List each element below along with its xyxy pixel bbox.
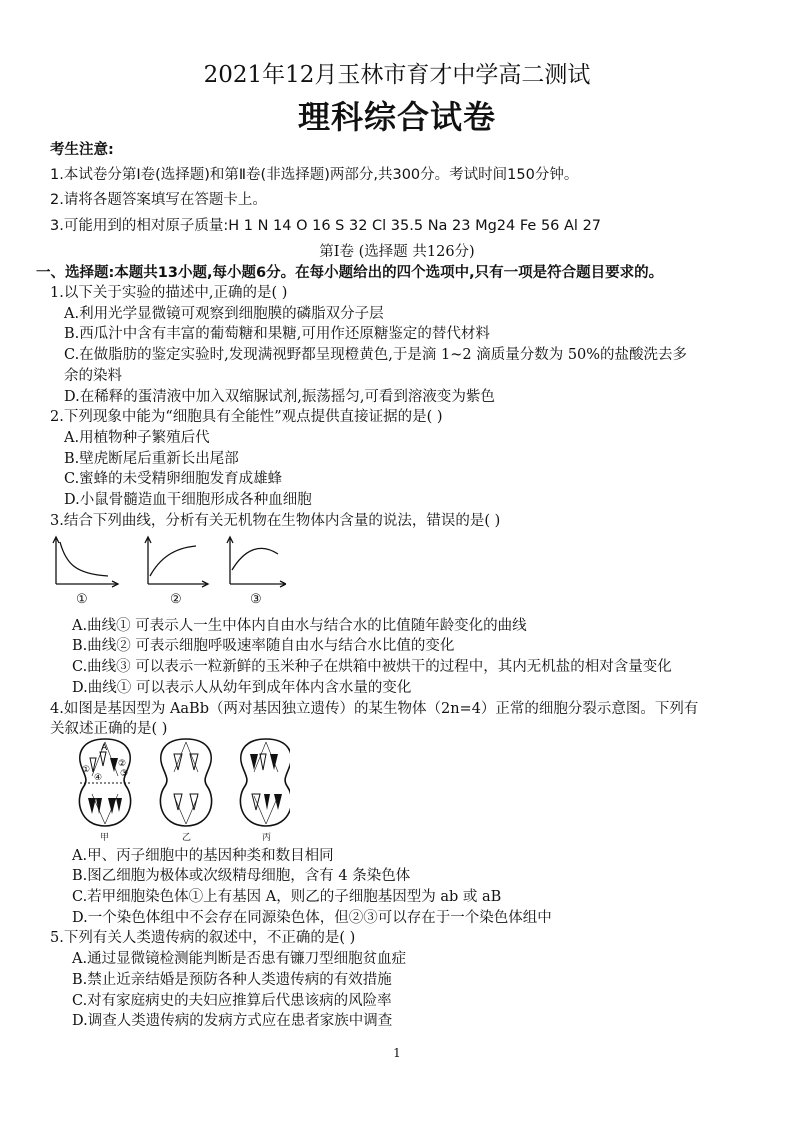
curve-label-2: ② bbox=[170, 592, 182, 607]
question-3-option-a: A.曲线① 可表示人一生中体内自由水与结合水的比值随年龄变化的曲线 bbox=[72, 618, 527, 634]
chromosome-mark-1: ① bbox=[82, 765, 91, 775]
question-1-option-c-cont: 余的染料 bbox=[64, 368, 122, 384]
chromosome-mark-4: ④ bbox=[94, 773, 103, 783]
gene-mark-a: A bbox=[101, 743, 108, 753]
question-4-stem: 4.如图是基因型为 AaBb（两对基因独立遗传）的某生物体（2n=4）正常的细胞分裂示意图。下列有 bbox=[50, 701, 699, 717]
question-3-option-d: D.曲线① 可以表示人从幼年到成年体内含水量的变化 bbox=[72, 680, 412, 696]
notice-item-3: 3.可能用到的相对原子质量:H 1 N 14 O 16 S 32 Cl 35.5 Na 23 Mg24 Fe 56 Al 27 bbox=[50, 218, 602, 234]
question-1-option-a: A.利用光学显微镜可观察到细胞膜的磷脂双分子层 bbox=[64, 306, 384, 322]
chromosome-mark-2: ② bbox=[118, 759, 127, 769]
question-1-option-d: D.在稀释的蛋清液中加入双缩脲试剂,振荡摇匀,可看到溶液变为紫色 bbox=[64, 389, 495, 405]
notice-item-2: 2.请将各题答案填写在答题卡上。 bbox=[50, 192, 267, 208]
notice-heading: 考生注意: bbox=[50, 142, 114, 158]
question-3-stem: 3.结合下列曲线，分析有关无机物在生物体内含量的说法，错误的是( ) bbox=[50, 513, 501, 529]
cell-label-jia: 甲 bbox=[100, 833, 110, 843]
cell-bing-chromosomes bbox=[250, 754, 282, 810]
question-4-option-c: C.若甲细胞染色体①上有基因 A，则乙的子细胞基因型为 ab 或 aB bbox=[72, 889, 502, 905]
exam-subtitle: 理科综合试卷 bbox=[297, 98, 496, 136]
cell-bing bbox=[240, 739, 290, 826]
question-4-stem-cont: 关叙述正确的是( ) bbox=[50, 721, 168, 737]
curve-label-1: ① bbox=[76, 592, 88, 607]
question-3-option-c: C.曲线③ 可以表示一粒新鲜的玉米种子在烘箱中被烘干的过程中，其内无机盐的相对含量变化 bbox=[72, 659, 672, 675]
exam-title: 2021年12月玉林市育才中学高二测试 bbox=[203, 62, 591, 88]
curve-graph-1 bbox=[53, 537, 118, 587]
curve-graph-2 bbox=[145, 537, 208, 587]
question-1-option-b: B.西瓜汁中含有丰富的葡萄糖和果糖,可用作还原糖鉴定的替代材料 bbox=[64, 326, 490, 342]
question-1-option-c: C.在做脂肪的鉴定实验时,发现满视野都呈现橙黄色,于是滴 1~2 滴质量分数为 50%的盐酸洗去多 bbox=[64, 347, 688, 363]
cell-yi bbox=[160, 739, 211, 826]
question-4-option-d: D.一个染色体组中不会存在同源染色体，但②③可以存在于一个染色体组中 bbox=[72, 910, 552, 926]
question-2-stem: 2.下列现象中能为“细胞具有全能性”观点提供直接证据的是( ) bbox=[50, 409, 443, 425]
question-3-option-b: B.曲线② 可表示细胞呼吸速率随自由水与结合水比值的变化 bbox=[72, 638, 455, 654]
question-4-option-a: A.甲、丙子细胞中的基因种类和数目相同 bbox=[72, 848, 334, 864]
cell-label-yi: 乙 bbox=[182, 833, 192, 843]
section-instruction: 一、选择题:本题共13小题,每小题6分。在每小题给出的四个选项中,只有一项是符合题目要求的。 bbox=[36, 265, 664, 281]
question-4-cell-figure bbox=[70, 736, 290, 830]
question-1-stem: 1.以下关于实验的描述中,正确的是( ) bbox=[50, 285, 288, 301]
question-5-option-a: A.通过显微镜检测能判断是否患有镰刀型细胞贫血症 bbox=[72, 951, 407, 967]
curve-graph-3 bbox=[227, 537, 286, 587]
question-2-option-c: C.蜜蜂的未受精卵细胞发育成雄蜂 bbox=[64, 471, 283, 487]
notice-item-1: 1.本试卷分第Ⅰ卷(选择题)和第Ⅱ卷(非选择题)两部分,共300分。考试时间150分钟。 bbox=[50, 167, 579, 183]
question-5-option-c: C.对有家庭病史的夫妇应推算后代患该病的风险率 bbox=[72, 993, 392, 1009]
question-5-option-d: D.调查人类遗传病的发病方式应在患者家族中调查 bbox=[72, 1013, 393, 1029]
question-5-option-b: B.禁止近亲结婚是预防各种人类遗传病的有效措施 bbox=[72, 972, 392, 988]
question-2-option-b: B.壁虎断尾后重新长出尾部 bbox=[64, 451, 239, 467]
cell-label-bing: 丙 bbox=[262, 833, 272, 843]
question-2-option-d: D.小鼠骨髓造血干细胞形成各种血细胞 bbox=[64, 492, 312, 508]
question-5-stem: 5.下列有关人类遗传病的叙述中，不正确的是( ) bbox=[50, 930, 356, 946]
curve-label-3: ③ bbox=[250, 592, 262, 607]
part1-heading: 第Ⅰ卷 (选择题 共126分) bbox=[319, 244, 475, 260]
chromosome-mark-3: ③ bbox=[120, 769, 129, 779]
page-number: 1 bbox=[393, 1046, 401, 1060]
question-2-option-a: A.用植物种子繁殖后代 bbox=[64, 430, 210, 446]
question-4-option-b: B.图乙细胞为极体或次级精母细胞，含有 4 条染色体 bbox=[72, 868, 411, 884]
